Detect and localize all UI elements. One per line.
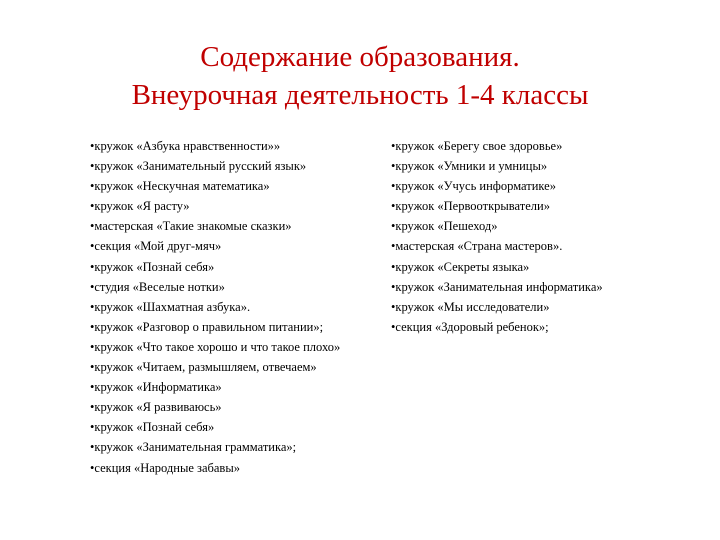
list-item: •кружок «Я расту» bbox=[90, 199, 190, 214]
list-item: •студия «Веселые нотки» bbox=[90, 279, 225, 294]
slide-title bbox=[0, 38, 720, 114]
list-item: •кружок «Познай себя» bbox=[90, 259, 215, 274]
list-item: •кружок «Мы исследователи» bbox=[391, 299, 550, 314]
list-item: •кружок «Шахматная азбука». bbox=[90, 299, 251, 314]
list-item: •секция «Мой друг-мяч» bbox=[90, 239, 222, 254]
list-item: •кружок «Первооткрыватели» bbox=[391, 199, 550, 214]
list-item: •кружок «Азбука нравственности»» bbox=[90, 139, 281, 153]
list-item: •кружок «Познай себя» bbox=[90, 420, 215, 435]
list-item: •кружок «Пешеход» bbox=[391, 219, 498, 234]
list-item: •кружок «Берегу свое здоровье» bbox=[391, 139, 563, 153]
list-item: •кружок «Секреты языка» bbox=[391, 259, 530, 274]
list-item: •кружок «Умники и умницы» bbox=[391, 159, 548, 174]
list-item: •кружок «Разговор о правильном питании»; bbox=[90, 319, 324, 334]
list-item: •кружок «Занимательная информатика» bbox=[391, 279, 603, 294]
list-item: •кружок «Учусь информатике» bbox=[391, 179, 556, 194]
title-line-1: Содержание образования. bbox=[200, 41, 520, 73]
list-item: •кружок «Я развиваюсь» bbox=[90, 400, 222, 415]
right-list bbox=[391, 136, 603, 337]
list-item: •секция «Здоровый ребенок»; bbox=[391, 319, 549, 334]
list-item: •кружок «Занимательный русский язык» bbox=[90, 159, 307, 174]
left-list bbox=[90, 136, 340, 478]
list-item: •мастерская «Страна мастеров». bbox=[391, 239, 563, 254]
list-item: •кружок «Читаем, размышляем, отвечаем» bbox=[90, 360, 317, 375]
list-item: •кружок «Нескучная математика» bbox=[90, 179, 270, 194]
list-item: •мастерская «Такие знакомые сказки» bbox=[90, 219, 292, 234]
list-item: •кружок «Занимательная грамматика»; bbox=[90, 440, 297, 455]
title-line-2: Внеурочная деятельность 1-4 классы bbox=[131, 79, 589, 111]
list-item: •секция «Народные забавы» bbox=[90, 460, 240, 475]
list-item: •кружок «Что такое хорошо и что такое плохо» bbox=[90, 339, 341, 354]
list-item: •кружок «Информатика» bbox=[90, 380, 222, 395]
